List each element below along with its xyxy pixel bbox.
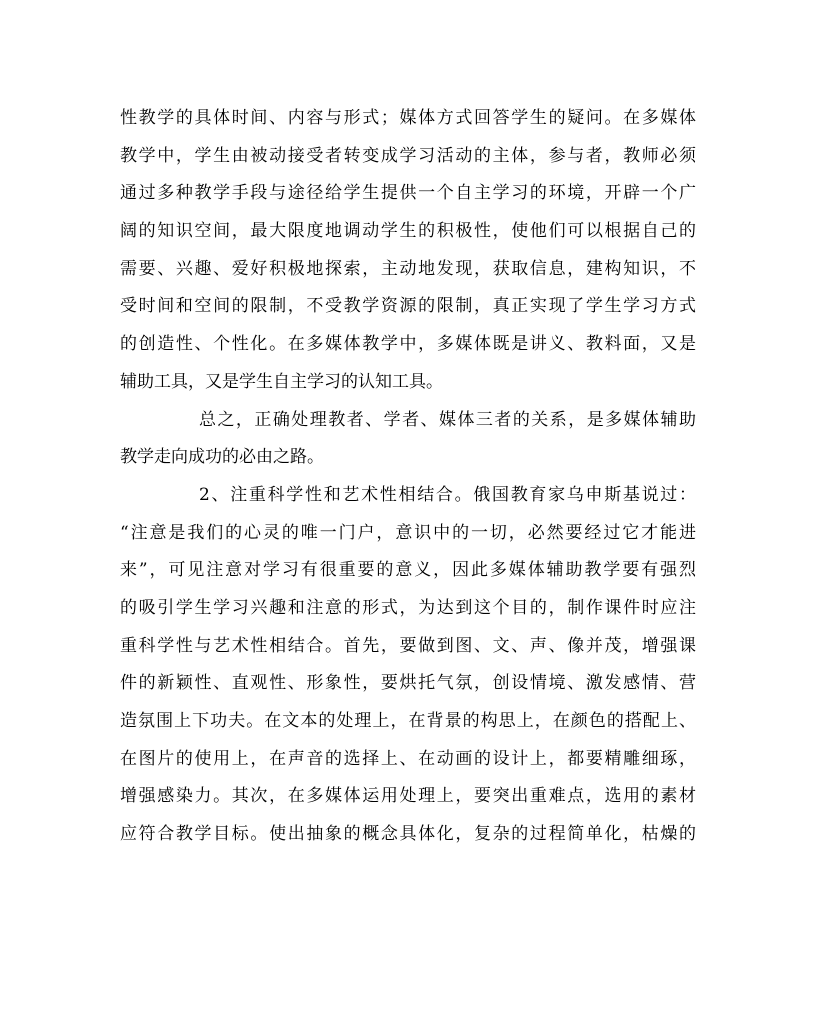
text-line: 辅助工具，又是学生自主学习的认知工具。 [120,371,443,392]
text-line: 重科学性与艺术性相结合。首先，要做到图、文、声、像并茂，增强课 [120,635,696,656]
text-line: 需要、兴趣、爱好积极地探索，主动地发现，获取信息，建构知识，不 [120,258,696,279]
text-line: 应符合教学目标。使出抽象的概念具体化，复杂的过程简单化，枯燥的 [120,824,696,845]
text-line: 通过多种教学手段与途径给学生提供一个自主学习的环境，开辟一个广 [120,183,696,204]
paragraph-2 [120,402,696,477]
body-text [120,100,696,854]
text-line: 教学走向成功的必由之路。 [120,447,324,468]
text-line: 的吸引学生学习兴趣和注意的形式，为达到这个目的，制作课件时应注 [120,597,696,618]
text-line: 件的新颖性、直观性、形象性，要烘托气氛，创设情境、激发感情、营 [120,673,696,694]
paragraph-1 [120,100,696,402]
text-line: 教学中，学生由被动接受者转变成学习活动的主体，参与者，教师必须 [120,145,696,166]
text-line: “注意是我们的心灵的唯一门户，意识中的一切，必然要经过它才能进 [120,522,696,543]
text-line: 在图片的使用上，在声音的选择上、在动画的设计上，都要精雕细琢， [120,748,696,769]
text-line: 来”，可见注意对学习有很重要的意义，因此多媒体辅助教学要有强烈 [120,560,696,581]
text-line: 阔的知识空间，最大限度地调动学生的积极性，使他们可以根据自己的 [120,221,696,242]
text-line: 增强感染力。其次，在多媒体运用处理上，要突出重难点，选用的素材 [120,786,696,807]
text-line: 造氛围上下功夫。在文本的处理上，在背景的构思上，在颜色的搭配上、 [120,711,696,731]
text-line: 性教学的具体时间、内容与形式；媒体方式回答学生的疑问。在多媒体 [120,108,696,128]
paragraph-3 [120,477,696,854]
text-line: 2、注重科学性和艺术性相结合。俄国教育家乌申斯基说过： [199,484,696,505]
text-line: 受时间和空间的限制，不受教学资源的限制，真正实现了学生学习方式 [120,296,696,317]
text-line: 的创造性、个性化。在多媒体教学中，多媒体既是讲义、教料面，又是 [120,334,696,355]
text-line: 总之，正确处理教者、学者、媒体三者的关系，是多媒体辅助 [199,409,696,430]
